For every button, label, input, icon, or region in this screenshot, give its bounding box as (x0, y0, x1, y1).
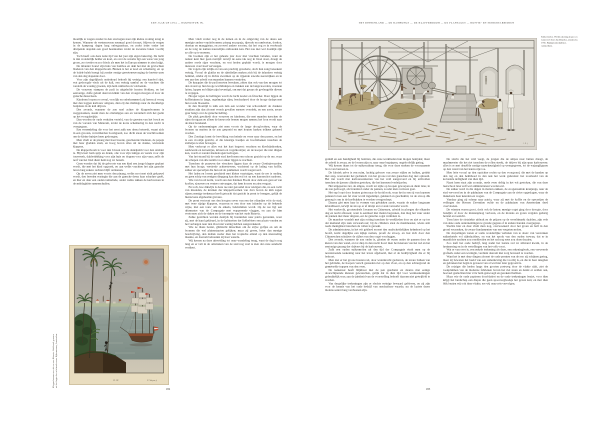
body-text (185, 38, 282, 250)
paragraph: Maar wie de oude papieren doorbladert en de oude teekeningen beziet, voor dien krijgt het landschap een diepte die geen spoorwegboekje het geven kan; en met dien blik bezien wij ook deze vlakte, eer wij onze reis vervolgen. (443, 275, 548, 286)
paragraph: De vrouwen stampen de padi in uitgeholde houten blokken, en het eentonige, doffe geluid daarvan klinkt van den vroegen morgen af door de gansche dessa heen. (73, 88, 164, 99)
paragraph: De slavin die het veld veegt, de jongen die de ampas naar buiten draagt, de maalmeester die het riet tusschen de rollen steekt, de drijver bij zijn span karbouwen: alles is er met dezelfde rustige nauwkeurigheid op weergegeven, tot de wajangfiguren op den wand van het kantoortje toe. (443, 158, 548, 172)
paragraph: Des avonds, wanneer de zon snel achter de klapperboomen is weggezonken, steekt men de olielampjes aan en verzamelt zich het gezin op het voorgalerijtje. (73, 108, 164, 119)
paragraph: De klapperboom is voor den Javaan wat de dadelpalm voor den Arabier is. Hij levert hem spijs en drank, olie voor zijn lampje en vezels voor zijn touwwerk, dakbedekking voor zijn huis en doppen voor zijn vuur; zelfs de nerf van het blad dient hem nog tot bezem. (73, 148, 164, 162)
paragraph: Vandaar ging zij scheep naar patria, waar zij met de koffie en de specerijen de veilingen der Heeren Zeventien vulde en de pakhuizen van Amsterdam deed overvloeien. (443, 198, 548, 209)
paragraph: Daarna giet men haar in vormen van gebakken aarde, waarin de suiker langzaam kristalliseert, terwijl de stroop er af druipt en tot arak verwerkt wordt. (325, 201, 430, 209)
paragraph: Het uitgeperste riet, de ampas, wordt ter zijde op hoopen geworpen en dient later, in de zon gedroogd, als brandstof onder de pannen, zoodat niets verloren gaat. (325, 184, 430, 192)
engraver-mark: C. Wayne f. (146, 380, 157, 382)
paragraph: Hooger tegen de hellingen wordt de lucht koeler en frisscher. Daar liggen de koffietuinen in lange, regelmatige rijen, beschaduwd door de hooge dadaps met hun roode bloesems. (185, 95, 282, 105)
drawing-image (328, 38, 537, 150)
paragraph: Men verkoopt er alles wat het hart begeert: vruchten en kleefrijstkoeken, aardewerk en katoentjes, krissen en vogelkooitjes; en de kooper die niet dingen kan, wordt er zonder mededoogen bedrogen. (185, 145, 282, 156)
paragraph: In den bloeitijd is zulk een tuin een wonder van schoonheid: de donkere struiken zijn dan als met versch gevallen sneeuw overdekt, en een zoete, zware geur hangt over de gansche helling. (185, 105, 282, 115)
plate-caption-right (541, 36, 578, 63)
paragraph: Op de erven ziet men voorts den pinang, welks noot met sirih gekauwd wordt, den breeden waringin die aan de gansche dessa haar schaduw geeft, en hier en daar een ouden tamarinde, onder welks takken de karbouwen in de middaghitte samenschuilen. (73, 172, 164, 186)
paragraph: De inlander bouwt zijn huis van bamboe en dekt het met de gevlochten bladeren van den klapperboom. Binnen is het er koel en schemerig, en op de baleh-baleh brengt hij zonder eenige gewetenswroeging de heetste uren van den dag slapende door. (73, 64, 164, 78)
page-number-right: 183 (425, 388, 431, 391)
right-page-column-1 (325, 158, 430, 387)
paragraph: Men vindt er de pisang met haar breede, gescheurde bladeren, de papaja met haar gladden stam, en hoog boven alles uit de slanke, wuivende klappers. (73, 138, 164, 149)
running-head-text: HET BINNENLAND — DE KAMPONGS — DE KLAPPERBOOM — DE PLANTAGES — KOFFIE- EN SUIKERFABRIEKEN (358, 22, 515, 25)
paragraph: geduld en een handigheid bij bezitten, die onze werklieden hun mogen benijden; maar de arbeid is zwaar, en de loonen zijn er, naar onze begrippen, ongeloofelijk gering. (325, 158, 430, 165)
body-text (443, 158, 548, 286)
paragraph: De vogels zijn talrijk en van een prachtig gevederte, doch hun zang beteekent weinig. Vooral de glatiks en de rijstdiefjes maken zich bij de inlanders weinig bemind, omdat zij in dichte zwermen op de rijpende sawahs neerstrijken en in een uur den arbeid van maanden kunnen vernielen. (185, 68, 282, 82)
paragraph: Van het strand bij de oude stad heeft men een schoon gezicht op de ree, waar de schepen van alle natiën voor anker liggen te wachten. (185, 155, 282, 162)
left-page-column-1 (73, 38, 164, 244)
paragraph: De prent vertoont ons den hoogen oever van een der eilandjes vóór de stad, met twee rijzige klappers, waarvan er een door een inlander op de bekende wijze, met een touw om de enkels, beklommen wordt. Op de ree ligt een driemaster van de Compagnie met wapperende vlaggen, en aan de kim vertoonen zich de daken en de torenspits van het oude Batavia. (185, 199, 282, 216)
right-page-column-2 (443, 158, 548, 387)
paragraph: Een vreemdeling die voor het eerst zulk een dessa betreedt, waant zich in een grooten, verwilderden boomgaard, zoo dicht staan de vruchtboomen om de kleine huisjes heen gedrongen. (73, 128, 164, 139)
paragraph: Het sap loopt door houten goten naar de kookloods, waar het in een rij van koperen pannen boven een fel vuur wordt ingedampt, geklaard en geschuimd, tot de stroop dik genoeg is om in de koelbakken te worden overgeschept. (325, 191, 430, 202)
paragraph: De dorpelingen weten er soms wonderlijke verhalen van te doen: van verzonken suikerketels vol rijksdaalders, en van het spook van den ouden toewan, dat er in maanlichte nachten zou ronddwalen en het rad nog eens zou doen draaien. (443, 231, 548, 242)
paragraph: De knaapjes die de padi moeten bewaken, zitten dan ook van den morgen tot den avond op hun hooge wachthuisjes en trekken aan de lange koorden, waaraan latten, lappen en blikjes zijn bevestigd, om met dat geraas de gevleugelde dieven te verjagen. (185, 81, 282, 95)
left-page-column-2 (185, 38, 282, 387)
paragraph: Want het is met deze dingen als met de oude prenten van de ree: zij schijnen gering, maar zij bewaren het beeld van een samenleving die voorbij is, en die in haar deugden en gebreken het begin is geweest van al wat hier later gegroeid is. (443, 255, 548, 266)
paragraph: De boomen zijn er het geheele jaar door met vruchten beladen, want de natuur kent hier geen rusttijd: terwijl de eene tak nog in bloei staat, draagt de andere reeds rijpe vruchten, en wat heden geplukt wordt, is morgen door nieuwen overvloed vervangen. (185, 54, 282, 68)
running-head-text: EEN JAAR OP JAVA — HOOFDSTUK IX. (151, 22, 204, 25)
paragraph: Men vindt verder nog in de tuinen en in de omgeving van de dessa een menigte andere vruchtboomen: pisang en papaja, djeroek en ramboetan, doekoe, doerian en manggistan, en zooveel andere soorten, dat het oog er in verdwaalt en de tong de namen nauwelijks onthouden kan. Het zou niet wel doenlijk zijn ze alle op te noemen. (185, 38, 282, 55)
running-head-left (73, 22, 282, 29)
paragraph: moeilijk te wagen zonder in den stortregen naar zijn kleine woning terug te keeren. Wanneer de westmoesson eenmaal goed doorzet, blijven de wegen in de kampong dagen lang onbegaanbaar, en zoekt ieder onder het druipende atapdak een goed heenkomen totdat de zwaarste buien voorbij zijn. (73, 38, 164, 55)
paragraph: Wie ze thans beziet, glimlacht misschien om de stijve golfjes en om de boomen die wel pluimstaarten gelijken; maar zij geven, beter dan menige beschrijving, den indruk weder dien het tropische eiland op den nieuweling maakte, en daarom behouden zij haar waarde. (185, 226, 282, 240)
paragraph: Dan worden de oude verhalen verteld, van de geesten van het bosch en van de vorsten van Mataram, totdat de korte schemering in den nacht is overgegaan. (73, 118, 164, 129)
plate-number-caption: Pl. IX. (113, 380, 119, 382)
paragraph: Wij keeren na deze uitweiding tot onze wandeling terug, want de dag is nog lang en er valt in de omstreken van de stad nog veel te zien dat onze aandacht verdient. (185, 239, 282, 250)
paragraph: De pluk geschiedt door vrouwen en kinderen, die met manden tusschen de rijen doorgaan en alleen de kersroode bessen mogen nemen; het loon wordt naar de maat berekend. (185, 115, 282, 125)
artist-signature: J. B. f. (522, 143, 528, 145)
paragraph: Wij keeren thans tot de suikercultuur terug, die voor deze streken de voornaamste bron van bestaan is. (325, 164, 430, 172)
caption-text: Klapperboomen aan de ree van Batavia. Gekleurde gravure uit het begin der achttiende eeuw. Rijksmuseum, Amsterdam. (52, 333, 58, 388)
page-number-left: 182 (165, 388, 171, 391)
paragraph: Des avonds, wanneer de zon onder is, gloeien de vuren onder de pannen door de kieren van den wand, en tot diep in den nacht hoort men het knarsen van het rad en het eentonige gezang der drijvers bij de karbouwen. (325, 238, 430, 249)
paragraph: De winsten waren groot, doch ook de lasten: menige oogst ging door droogte, door bandjirs of door de muizenplaag verloren, en de molens en goten vergden gedurig herstel en toezicht. (443, 208, 548, 219)
paragraph: Het werkvolk, grootendeels Javanen en Chineezen, arbeidt in ploegen die elkander dag en nacht aflossen; want is eenmaal met malen begonnen, dan mag het vuur onder de pannen niet meer uitgaan, eer de gansche oogst vermalen is. (325, 208, 430, 219)
paragraph: Slechts hier en daar vindt men nog, overwoekerd door het groen en half in den grond verzonken, de zware fundamenten van een vergeten molen. (443, 225, 548, 232)
paragraph: De administrateur, in het wit gekleed en met den onafscheidelijken helmhoed op het hoofd, komt dagelijks een kijkje nemen, proeft de stroop, en laat zich door den Chineeschen schrijver de cijfers van den oogst voorleggen. (325, 228, 430, 239)
paragraph: Op de ondernemingen ziet men voorts de lange droogloodsen, waar de boonen op matten in de zon gespreid en met houten harken telkens gekeerd worden. (185, 125, 282, 136)
paragraph: Toch heeft ook deze natte tijd van het jaar zijn eigen bekoring. De lucht is dan wonderlijk helder en koel, en over de sawahs ligt een waas van jong groen, zoo teeder en zoo frisch als men het in Europa nimmer te zien krijgt. (73, 54, 164, 65)
paragraph: Voor zijn dagelijksch onderhoud behoeft hij weinig: een handvol rijst, wat gedroogde visch uit de kali, een weinig sambal en de vruchten die rondom de woning groeien, zijn hem ruimschoots voldoende. (73, 78, 164, 89)
engraving-image (69, 245, 169, 385)
plate-caption-vertical (52, 332, 63, 388)
paragraph: De fabriek zelve is een ruim, luchtig gebouw van zware stijlen en balken, gedekt met atap, waaronder het gedruisch van het groote rad den ganschen dag niet ophoudt. Het riet wordt met karbouwenkarren van het veld aangevoerd en bij armvollen tusschen de ijzeren cilinders gestoken, die het knersend verbrijzelen. (325, 171, 430, 185)
engraved-scene (75, 248, 164, 373)
paragraph: Van dergelijke teekeningen zijn er slechts weinige bewaard gebleven, en zij zijn voor de kennis van het oude bedrijf van onschatbare waarde, nu de laatste dezer molens sedert lang verdwenen zijn. (325, 282, 430, 293)
paragraph: De suiker werd in die dagen in matten zakken, de zoogenaamde kranjangs, naar de stad vervoerd en in de pakhuizen van de Compagnie aan de rivier opgeslagen, waar de makelaars haar keurden en wogen. (443, 188, 548, 198)
paragraph: Zulke gezichten werden destijds bij honderden naar patria gezonden, waar zij, met de hand gekleurd, in de kabinetten der liefhebbers een plaats vonden en het verlangen naar den Oost niet weinig hebben aangewakkerd. (185, 216, 282, 226)
paragraph: Kinderen loopen er overal, vroolijk en onbekommerd; zij leeren al vroeg met den loggen karbouw omgaan, dien zij des middags naar de modderige badplaats in de kali drijven. (73, 98, 164, 109)
paragraph: En toch, hoe dikwijls is deze ree niet geroemd door reizigers die, na een tocht van maanden, de kruinen der klapperboomen van Java boven de kim zagen rijzen; menige teekenaar heeft getracht dat gezicht in prent te brengen, gelijk de hiernevens afgebeelde gravure. (185, 185, 282, 199)
coast-engraving-plate (69, 245, 169, 385)
paragraph: Wie van boord komt, wordt aan den Kleinen Boom door zulk een gewoel van koelies, sjouwers en venters ontvangen, dat hem hooren en zien vergaat. (185, 179, 282, 186)
paragraph: Tusschen de prauwen der visschers liggen daar de zware Oostinjevaarders met hun hooge, versierde achterstevens, wachtend op de lading van koffie, suiker en specerijen die hun uit de pakhuizen wordt toegevoerd. (185, 162, 282, 173)
sugar-mill-drawing-plate (328, 38, 537, 150)
paragraph: Men ziet er het groote houten rad, door waterkracht gedreven, de zware balken van het gebindte, de hoopen versch gesneden riet op den vloer, en op den achtergrond de gemetselde trappen van den oven. (325, 258, 430, 269)
paragraph: Wat er van over is, een enkele teekening als deze, een rekeningboek, een verweerde grafzerk onder een waringin, verdient daarom met zorg bewaard te worden. (443, 248, 548, 256)
paragraph: Het laden en lossen geschiedt met kleine vaartuigen, want de ree is ondiep, en geen schip van eenigen diepgang kan den wal tot op een kanonschot naderen. (185, 172, 282, 179)
paragraph: Zulk een ouden suikermolen uit den tijd der Compagnie vindt men op de nevenstaande teekening naar het leven afgebeeld, met al de bedrijvigheid die er bij behoort. (325, 248, 430, 259)
paragraph: Men lette vooral op den opzichter rechts op den voorgrond, die met de handen op den rug en den helmhoed in den nek het werk gadeslaat: het toonbeeld van de koloniale deftigheid van dien tijd. (443, 171, 548, 182)
paragraph: De teekenaar heeft blijkbaar met de pen geschetst en daarna met eenige doorschijnende kleuren gewasschen, gelijk dat in dien tijd voor werkteekeningen gebruikelijk was; aan de juistheid van de voorstelling behoeft daarom niet getwijfeld te worden. (325, 268, 430, 282)
paragraph: De mandoer wandelt met zijn rotting tusschen de werklieden door en ziet er op toe dat niemand zijn taak verwaarloost; bij de cilinders staat de maalmeester, wiens arm reeds menigmaal tusschen de rollen is geraakt. (325, 218, 430, 229)
paragraph: Zoo leeft het oude bedrijf, lang nadat het laatste rad tot stilstand kwam, in de herinnering en in de vertellingen van het volk voort. (443, 241, 548, 249)
paragraph: Toen later de rietziekte uitbrak en de prijzen op de wereldmarkt daalden, zijn vele van deze oude ondernemingen te gronde gegaan of in andere handen overgegaan. (443, 218, 548, 225)
body-text (73, 38, 164, 186)
paragraph: Geen wonder dat bij de geboorte van een kind een jonge klapper geplant wordt, die met het kind opgroeit, en aan welks vruchten het zijn gansche leven lang zekere rechten blijft ontleenen. (73, 162, 164, 173)
paragraph: Des Zondags komt de bevolking van heinde en verre naar den passer, en het is een vroolijk gezicht, al die kleurige baadjes en hoofddoeken tusschen de stalletjes te zien bewegen. (185, 135, 282, 146)
caption-text: Suikermolen. Werkteekening in pen en waterverf door Jan Brandes, omstreeks 1785. Rijksprentenkabinet, Amsterdam. (541, 36, 578, 48)
paragraph: Naast hem staat zijn zoontje, reeds even deftig in het wit gestoken, die van deze leerschool later zelf wel administrateur worden zal. (443, 181, 548, 188)
body-text (325, 158, 430, 292)
running-head-right (325, 22, 548, 29)
paragraph: De reiziger die heden langs den grooten postweg door de vlakte rijdt, ziet de rookpluimen van de moderne fabrieken boven het riet staan en denkt er zelden aan, hoeveel geslachten hier vóór hem gezwoegd en gerekend hebben. (443, 265, 548, 276)
